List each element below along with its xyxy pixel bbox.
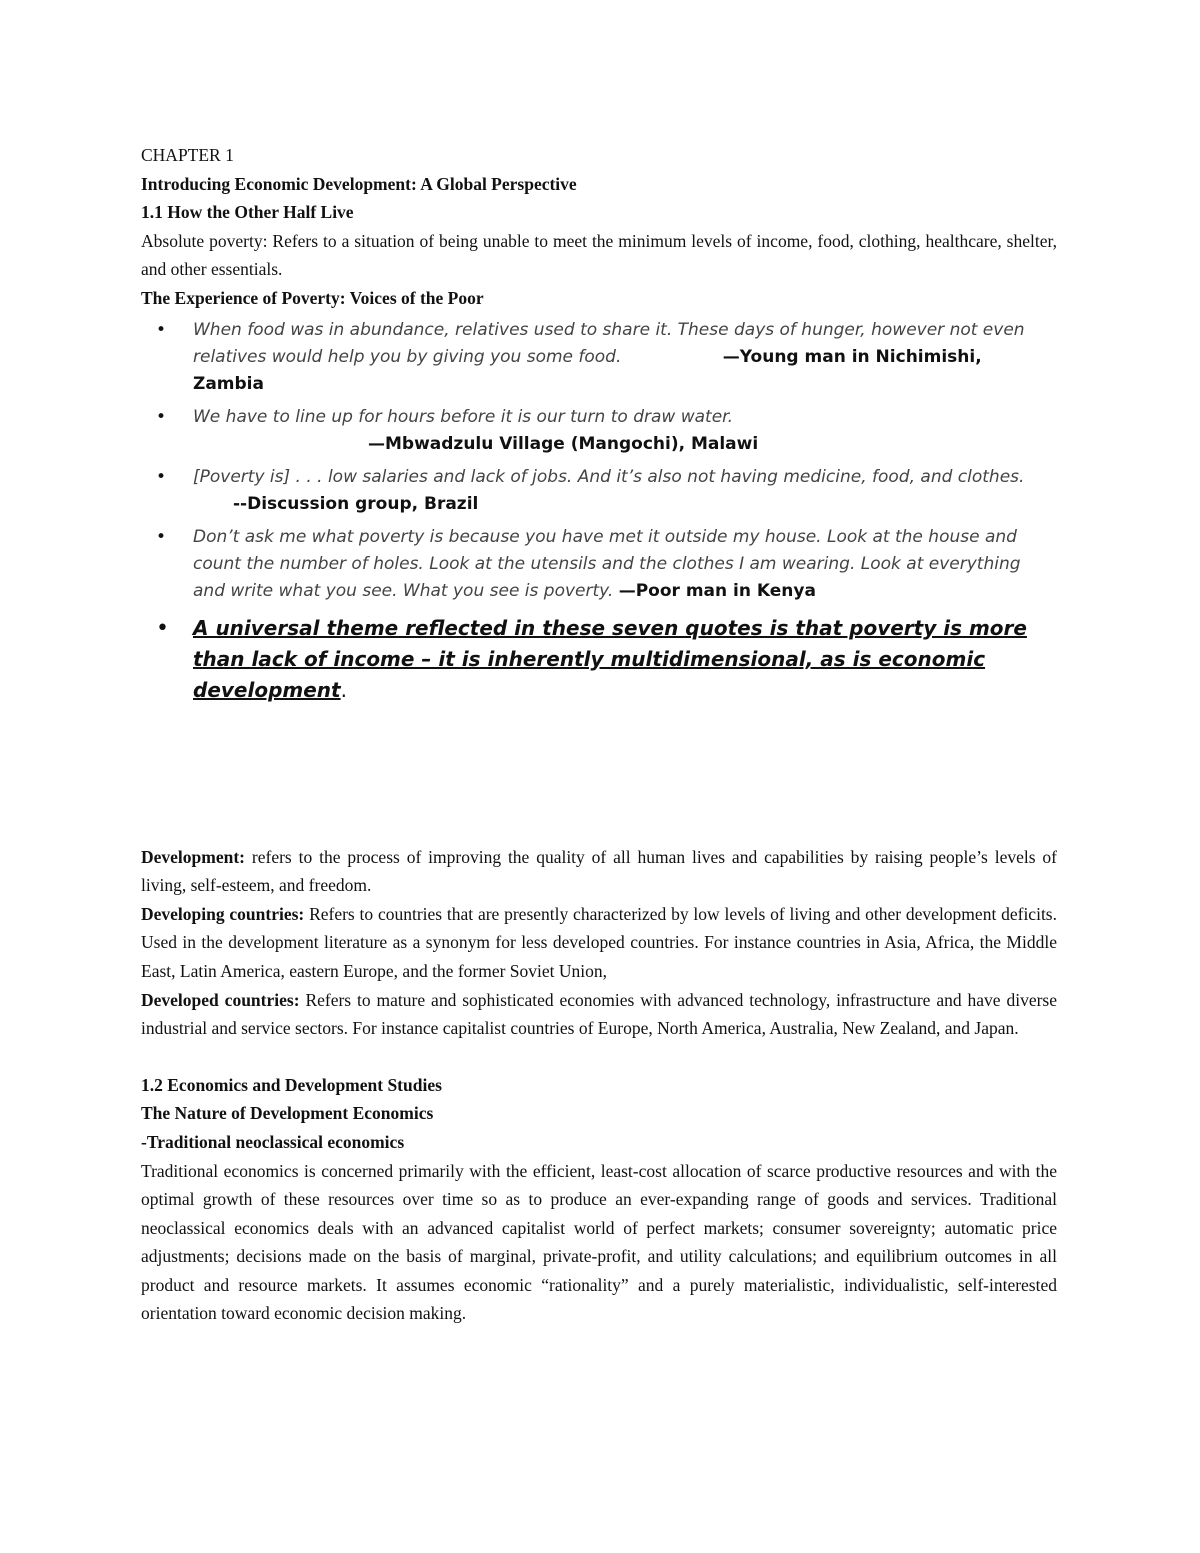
- bullet-icon: •: [156, 615, 169, 641]
- quote-list: [141, 317, 1057, 706]
- quote-item: [141, 404, 1057, 458]
- quote-source: --Discussion group, Brazil: [233, 493, 479, 514]
- voices-heading: The Experience of Poverty: Voices of the Poor: [141, 287, 484, 308]
- bullet-icon: •: [156, 406, 167, 427]
- document-page: [141, 141, 1057, 1328]
- definition-term: Developing countries:: [141, 903, 305, 924]
- quote-item: [141, 524, 1057, 605]
- section-heading-1-1: 1.1 How the Other Half Live: [141, 202, 354, 223]
- definition-development: [141, 843, 1057, 900]
- definition-text: Refers to mature and sophisticated economies with advanced technology, infrastructure and have diverse industrial and service sectors. For instance capitalist countries of Europe, North America, Australia, New Zealand, and Japan.: [141, 989, 1057, 1039]
- definition-text: refers to the process of improving the quality of all human lives and capabilities by raising people’s levels of living, self-esteem, and freedom.: [141, 846, 1057, 896]
- definition-developed-countries: [141, 986, 1057, 1043]
- quote-item: [141, 464, 1057, 518]
- theme-period: .: [340, 677, 347, 702]
- section-subheading: The Nature of Development Economics: [141, 1103, 434, 1124]
- section-subsubheading: -Traditional neoclassical economics: [141, 1131, 405, 1152]
- quote-source: —Poor man in Kenya: [618, 580, 816, 601]
- quote-source: —Young man in Nichimishi, Zambia: [193, 346, 982, 394]
- bullet-icon: •: [156, 466, 167, 487]
- bullet-icon: •: [156, 526, 167, 547]
- absolute-poverty-definition: Absolute poverty: Refers to a situation of being unable to meet the minimum levels of income, food, clothing, healthcare, shelter, and other essentials.: [141, 230, 1057, 280]
- definition-developing-countries: [141, 900, 1057, 986]
- quote-item: [141, 317, 1057, 398]
- quote-source: —Mbwadzulu Village (Mangochi), Malawi: [368, 433, 759, 454]
- quote-text: [Poverty is] . . . low salaries and lack of jobs. And it’s also not having medicine, food, and clothes.: [193, 466, 1025, 487]
- section-heading-1-2: 1.2 Economics and Development Studies: [141, 1074, 442, 1095]
- chapter-title: Introducing Economic Development: A Global Perspective: [141, 173, 577, 194]
- chapter-label: CHAPTER 1: [141, 145, 234, 165]
- theme-item: [141, 613, 1057, 706]
- quote-text: When food was in abundance, relatives used to share it. These days of hunger, however not even relatives would help you by giving you some food.: [193, 319, 1025, 367]
- bullet-icon: •: [156, 319, 167, 340]
- definition-term: Development:: [141, 846, 246, 867]
- quote-text: We have to line up for hours before it is our turn to draw water.: [193, 406, 733, 427]
- definition-term: Developed countries:: [141, 989, 300, 1010]
- quote-text: Don’t ask me what poverty is because you have met it outside my house. Look at the house and count the number of holes. Look at the utensils and the clothes I am wearing. Look at everything and write what you see. What you see is poverty.: [193, 526, 1021, 601]
- definition-text: Refers to countries that are presently characterized by low levels of living and other development deficits. Used in the development literature as a synonym for less developed countries. For instance countries in Asia, Africa, the Middle East, Latin America, eastern Europe, and the former Soviet Union,: [141, 903, 1057, 981]
- theme-text: A universal theme reflected in these seven quotes is that poverty is more than lack of income – it is inherently multidimensional, as is economic development: [193, 615, 1027, 702]
- traditional-economics-paragraph: Traditional economics is concerned primarily with the efficient, least-cost allocation of scarce productive resources and with the optimal growth of these resources over time so as to produce an ever-expanding range of goods and services. Traditional neoclassical economics deals with an advanced capitalist world of perfect markets; consumer sovereignty; automatic price adjustments; decisions made on the basis of marginal, private-profit, and utility calculations; and equilibrium outcomes in all product and resource markets. It assumes economic “rationality” and a purely materialistic, individualistic, self-interested orientation toward economic decision making.: [141, 1160, 1057, 1324]
